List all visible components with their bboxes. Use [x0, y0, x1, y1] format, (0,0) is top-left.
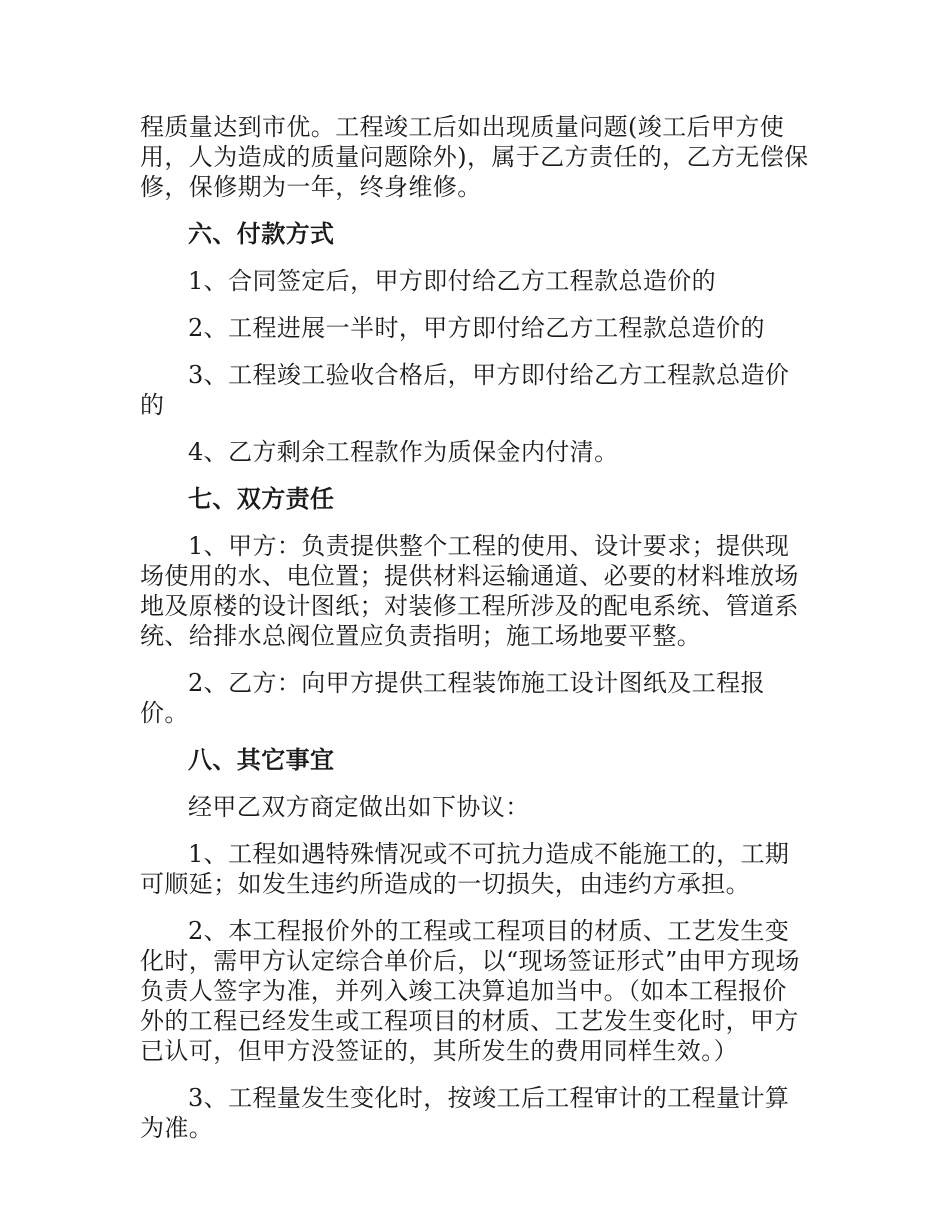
other-matters-intro: 经甲乙双方商定做出如下协议： [188, 793, 530, 821]
responsibility-party-a: 1、甲方：负责提供整个工程的使用、设计要求；提供现场使用的水、电位置；提供材料运输通道、必要的材料堆放场地及原楼的设计图纸；对装修工程所涉及的配电系统、管道系统、给排水总阀位置应负责指明；施工场地要平整。 [140, 532, 799, 650]
payment-clause-1: 1、合同签定后，甲方即付给乙方工程款总造价的 [188, 267, 717, 295]
other-matters-clause-1: 1、工程如遇特殊情况或不可抗力造成不能施工的，工期可顺延；如发生违约所造成的一切损失，由违约方承担。 [140, 840, 790, 898]
heading-responsibilities: 七、双方责任 [188, 484, 335, 513]
heading-other-matters: 八、其它事宜 [188, 745, 335, 774]
payment-clause-3: 3、工程竣工验收合格后，甲方即付给乙方工程款总造价的 [140, 361, 790, 419]
paragraph-quality-warranty: 程质量达到市优。工程竣工后如出现质量问题(竣工后甲方使用，人为造成的质量问题除外)，属于乙方责任的，乙方无偿保修，保修期为一年，终身维修。 [140, 113, 809, 201]
payment-clause-2: 2、工程进展一半时，甲方即付给乙方工程款总造价的 [188, 314, 765, 342]
other-matters-clause-2: 2、本工程报价外的工程或工程项目的材质、工艺发生变化时，需甲方认定综合单价后，以“现场签证形式”由甲方现场负责人签字为准，并列入竣工决算追加当中。（如本工程报价外的工程已经发生或工程项目的材质、工艺发生变化时，甲方已认可，但甲方没签证的，其所发生的费用同样生效。） [140, 917, 800, 1065]
responsibility-party-b: 2、乙方：向甲方提供工程装饰施工设计图纸及工程报价。 [140, 669, 765, 727]
other-matters-clause-3: 3、工程量发生变化时，按竣工后工程审计的工程量计算为准。 [140, 1084, 790, 1142]
heading-payment-method: 六、付款方式 [188, 219, 335, 248]
payment-clause-4: 4、乙方剩余工程款作为质保金内付清。 [188, 438, 619, 466]
